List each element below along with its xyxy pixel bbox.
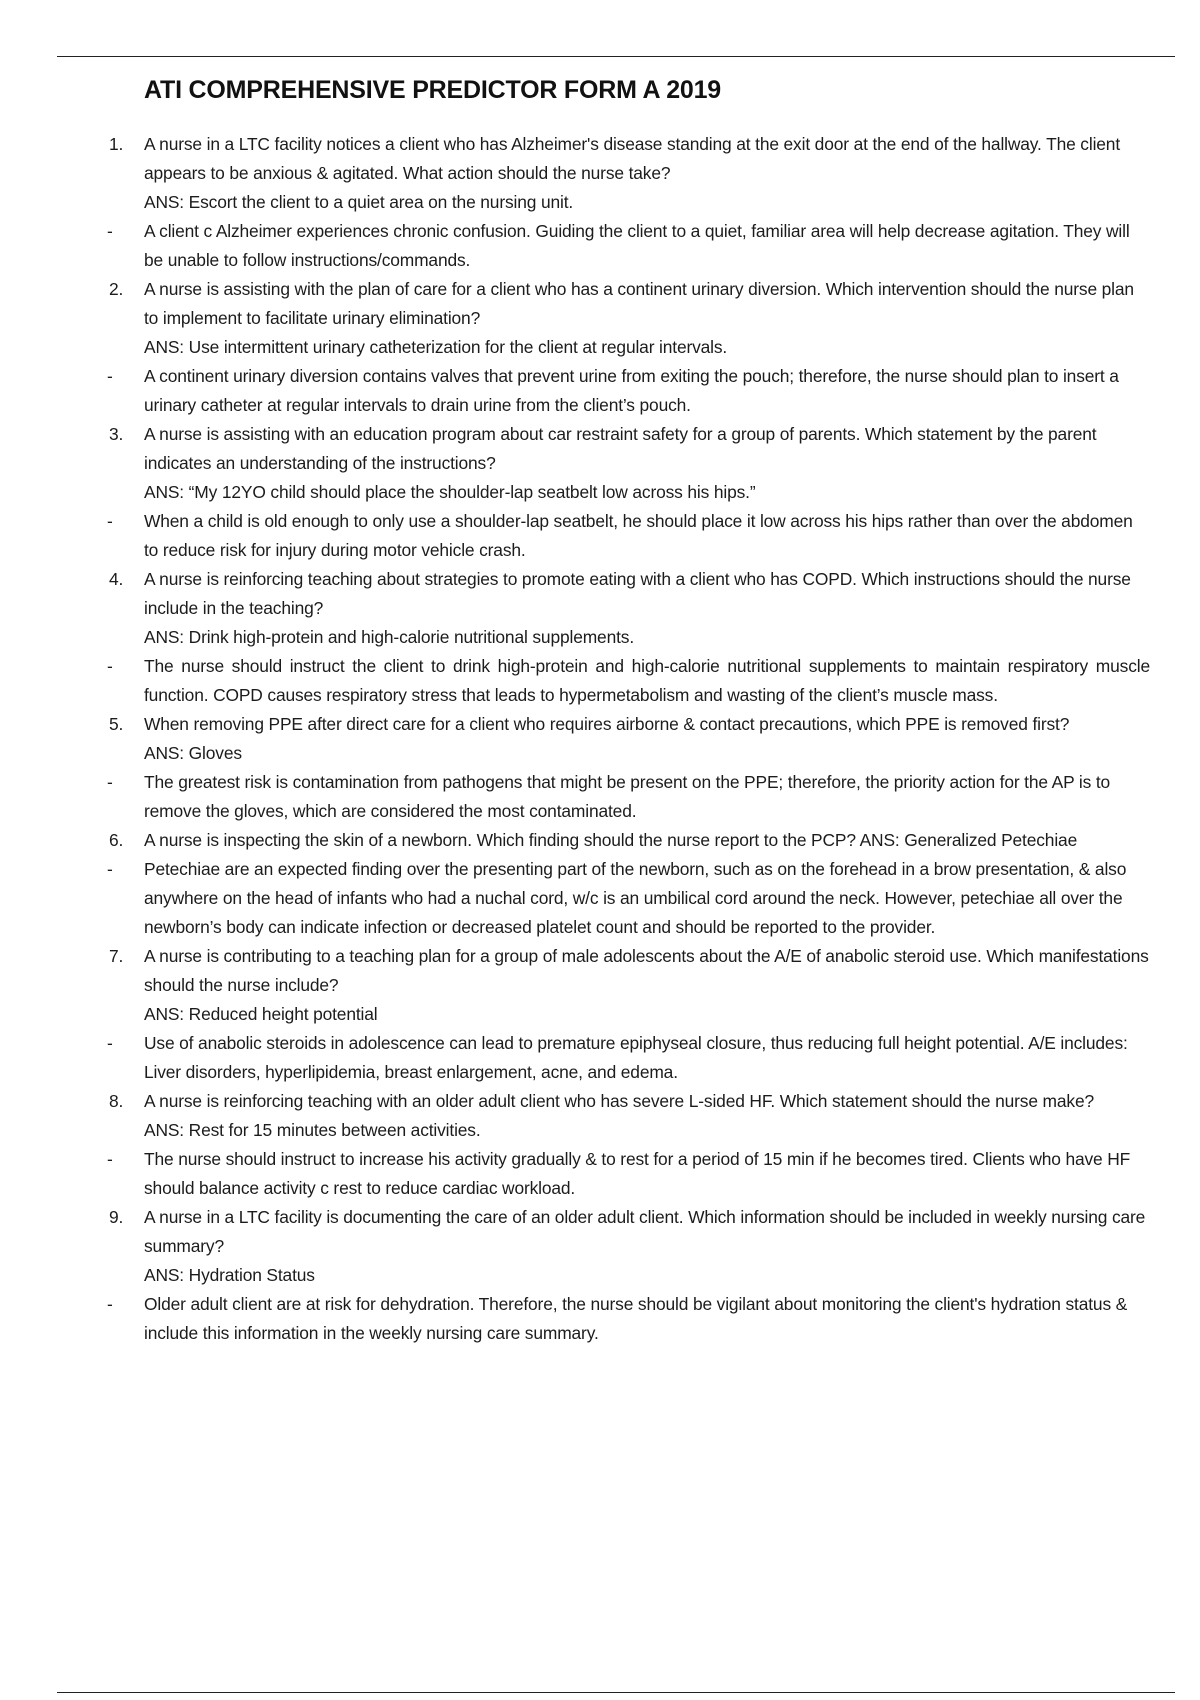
question-3 (100, 420, 1150, 478)
rationale-2 (100, 362, 1150, 420)
bullet-marker: - (107, 859, 113, 879)
answer-3 (100, 478, 1150, 507)
bullet-marker: - (107, 656, 113, 676)
question-number: 9. (109, 1207, 124, 1227)
question-text: A nurse in a LTC facility notices a client who has Alzheimer's disease standing at the exit door at the end of the hallway. The client appears to be anxious & agitated. What action should the nurse take? (144, 134, 1121, 183)
bullet-marker: - (107, 1033, 113, 1053)
question-4 (100, 565, 1150, 623)
rationale-text: Petechiae are an expected finding over the presenting part of the newborn, such as on the forehead in a brow presentation, & also anywhere on the head of infants who had a nuchal cord, w/c is an umbilical cord around the neck. However, petechiae all over the newborn’s body can indicate infection or decreased platelet count and should be reported to the provider. (144, 859, 1127, 937)
answer-9 (100, 1261, 1150, 1290)
question-text: When removing PPE after direct care for a client who requires airborne & contact precautions, which PPE is removed first? (144, 714, 1070, 734)
top-rule (57, 56, 1175, 57)
answer-text: ANS: Hydration Status (144, 1265, 315, 1285)
rationale-4 (100, 652, 1150, 710)
rationale-7 (100, 1029, 1150, 1087)
rationale-text: When a child is old enough to only use a shoulder-lap seatbelt, he should place it low across his hips rather than over the abdomen to reduce risk for injury during motor vehicle crash. (144, 511, 1133, 560)
bullet-marker: - (107, 772, 113, 792)
bullet-marker: - (107, 511, 113, 531)
rationale-text: The nurse should instruct to increase his activity gradually & to rest for a period of 15 min if he becomes tired. Clients who have HF should balance activity c rest to reduce cardiac workload. (144, 1149, 1131, 1198)
bullet-marker: - (107, 221, 113, 241)
question-6 (100, 826, 1150, 855)
question-7 (100, 942, 1150, 1000)
question-2 (100, 275, 1150, 333)
rationale-5 (100, 768, 1150, 826)
question-1 (100, 130, 1150, 188)
rationale-6 (100, 855, 1150, 942)
question-text: A nurse is assisting with an education program about car restraint safety for a group of parents. Which statement by the parent indicates an understanding of the instructions? (144, 424, 1097, 473)
rationale-text: Use of anabolic steroids in adolescence can lead to premature epiphyseal closure, thus reducing full height potential. A/E includes: Liver disorders, hyperlipidemia, breast enlargement, acne, and edema. (144, 1033, 1128, 1082)
answer-text: ANS: Escort the client to a quiet area on the nursing unit. (144, 192, 574, 212)
document-title: ATI COMPREHENSIVE PREDICTOR FORM A 2019 (144, 76, 722, 104)
answer-2 (100, 333, 1150, 362)
answer-5 (100, 739, 1150, 768)
answer-7 (100, 1000, 1150, 1029)
answer-text: ANS: Rest for 15 minutes between activities. (144, 1120, 481, 1140)
question-number: 5. (109, 714, 124, 734)
bottom-rule (57, 1692, 1175, 1693)
rationale-text: A continent urinary diversion contains valves that prevent urine from exiting the pouch; therefore, the nurse should plan to insert a urinary catheter at regular intervals to drain urine from the client’s pouch. (144, 366, 1119, 415)
bullet-marker: - (107, 366, 113, 386)
answer-8 (100, 1116, 1150, 1145)
question-number: 3. (109, 424, 124, 444)
answer-text: ANS: Drink high-protein and high-calorie nutritional supplements. (144, 627, 635, 647)
bullet-marker: - (107, 1294, 113, 1314)
rationale-8 (100, 1145, 1150, 1203)
rationale-3 (100, 507, 1150, 565)
question-9 (100, 1203, 1150, 1261)
question-number: 8. (109, 1091, 124, 1111)
answer-text: ANS: Reduced height potential (144, 1004, 378, 1024)
answer-text: ANS: “My 12YO child should place the shoulder-lap seatbelt low across his hips.” (144, 482, 756, 502)
bullet-marker: - (107, 1149, 113, 1169)
question-number: 6. (109, 830, 124, 850)
question-text: A nurse is reinforcing teaching with an older adult client who has severe L-sided HF. Which statement should the nurse make? (144, 1091, 1094, 1111)
rationale-text: The greatest risk is contamination from pathogens that might be present on the PPE; therefore, the priority action for the AP is to remove the gloves, which are considered the most contaminated. (144, 772, 1111, 821)
question-text: A nurse is reinforcing teaching about strategies to promote eating with a client who has COPD. Which instructions should the nurse include in the teaching? (144, 569, 1131, 618)
question-number: 1. (109, 134, 124, 154)
rationale-9 (100, 1290, 1150, 1348)
question-text: A nurse is inspecting the skin of a newborn. Which finding should the nurse report to the PCP? ANS: Generalized Petechiae (144, 830, 1078, 850)
answer-text: ANS: Gloves (144, 743, 242, 763)
question-8 (100, 1087, 1150, 1116)
answer-4 (100, 623, 1150, 652)
rationale-1 (100, 217, 1150, 275)
question-text: A nurse is contributing to a teaching plan for a group of male adolescents about the A/E of anabolic steroid use. Which manifestations should the nurse include? (144, 946, 1149, 995)
question-number: 2. (109, 279, 124, 299)
question-text: A nurse is assisting with the plan of care for a client who has a continent urinary diversion. Which intervention should the nurse plan to implement to facilitate urinary elimination? (144, 279, 1134, 328)
question-number: 7. (109, 946, 124, 966)
question-5 (100, 710, 1150, 739)
question-list (100, 130, 1150, 1348)
question-text: A nurse in a LTC facility is documenting the care of an older adult client. Which information should be included in weekly nursing care summary? (144, 1207, 1146, 1256)
answer-1 (100, 188, 1150, 217)
answer-text: ANS: Use intermittent urinary catheterization for the client at regular intervals. (144, 337, 728, 357)
rationale-text: The nurse should instruct the client to drink high-protein and high-calorie nutritional supplements to maintain respiratory muscle function. COPD causes respiratory stress that leads to hypermetabolism and wasting of the client’s muscle mass. (144, 656, 1150, 705)
rationale-text: A client c Alzheimer experiences chronic confusion. Guiding the client to a quiet, familiar area will help decrease agitation. They will be unable to follow instructions/commands. (144, 221, 1130, 270)
rationale-text: Older adult client are at risk for dehydration. Therefore, the nurse should be vigilant about monitoring the client's hydration status & include this information in the weekly nursing care summary. (144, 1294, 1128, 1343)
question-number: 4. (109, 569, 124, 589)
